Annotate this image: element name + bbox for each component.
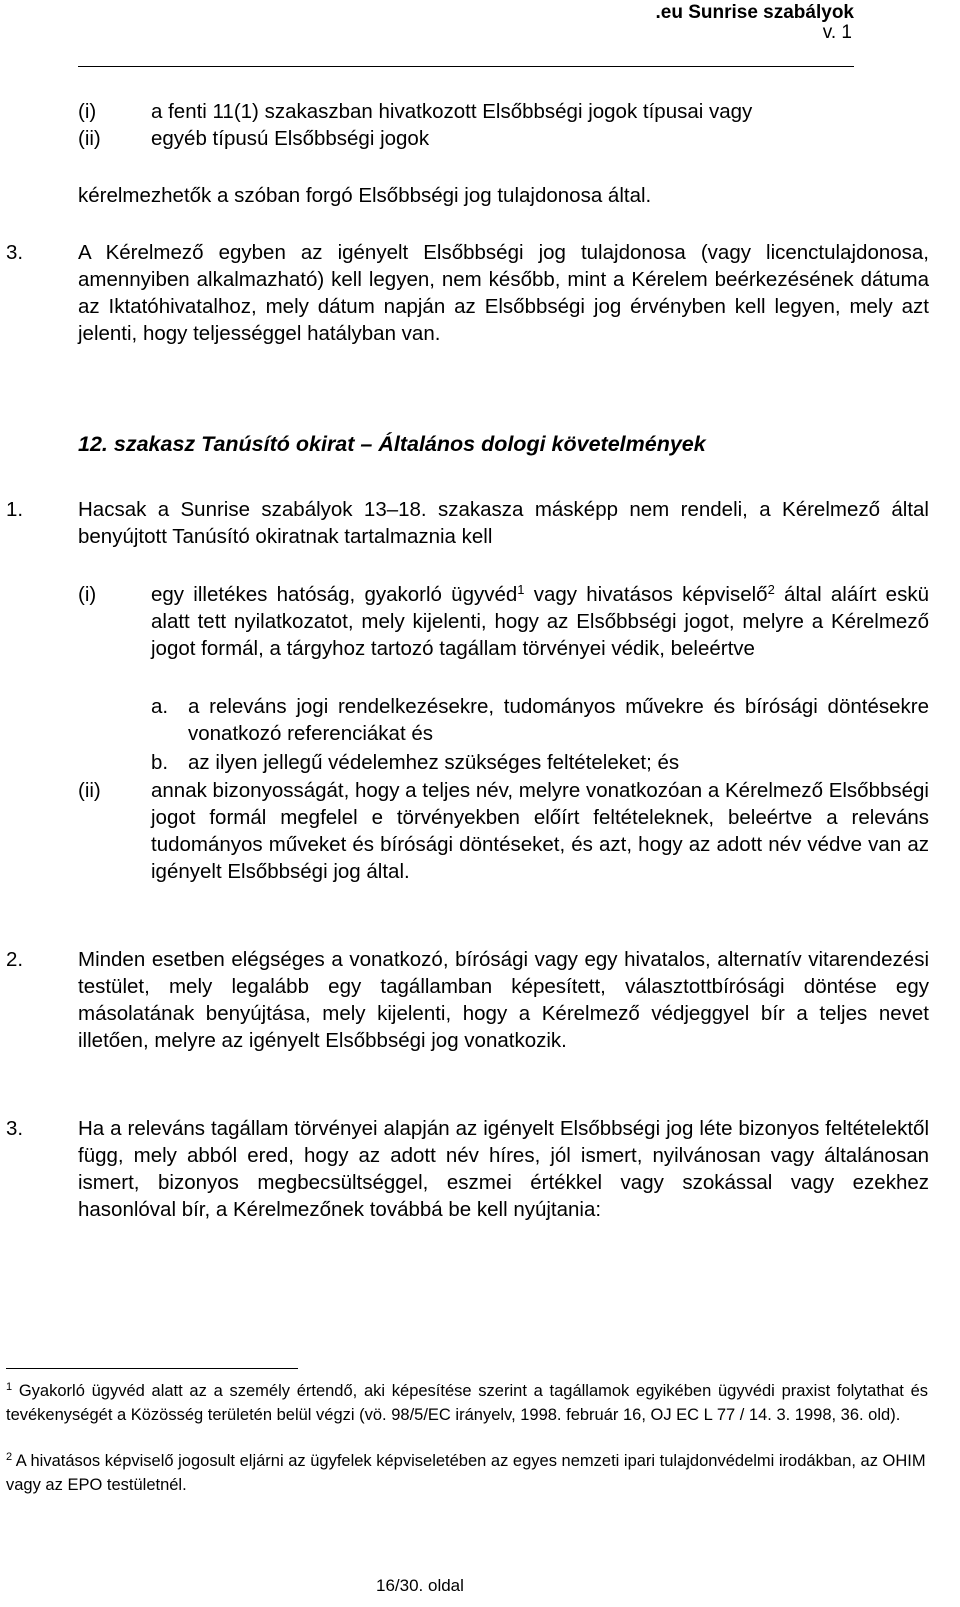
s3-number: 3. (6, 1117, 24, 1140)
s1-item-i-marker: (i) (78, 583, 97, 606)
section-heading: 12. szakasz Tanúsító okirat – Általános dologi követelmények (78, 432, 706, 456)
s1-sub-b-marker: b. (151, 751, 169, 774)
s1-number: 1. (6, 498, 24, 521)
footnote-1-text: Gyakorló ügyvéd alatt az a személy értendő, aki képesítése szerint a tagállamok egyikében ügyvédi praxist folytathat és tevékenységét a Közösség területén belül végzi (vö. 98/5/EC irányelv, 1998. február 16, OJ EC L 77 / 14. 3. 1998, 36. old). (6, 1382, 928, 1424)
footnote-2 (6, 1450, 928, 1497)
footnote-rule (6, 1368, 298, 1369)
top-closing-text: kérelmezhetők a szóban forgó Elsőbbségi jog tulajdonosa által. (78, 184, 652, 207)
footnote-2-text: A hivatásos képviselő jogosult eljárni az ügyfelek képviseletében az egyes nemzeti ipari tulajdonvédelmi irodákban, az OHIM vagy az EPO testületnél. (6, 1452, 926, 1494)
para3-text: A Kérelmező egyben az igényelt Elsőbbségi jog tulajdonosa (vagy licenctulajdonosa, amennyiben alkalmazható) kell legyen, nem később, mint a Kérelem beérkezésének dátuma az Iktatóhivatalhoz, mely dátum napján az Elsőbbségi jog érvényben kell legyen, mely azt jelenti, hogy teljességgel hatályban van. (78, 241, 929, 345)
header-rule (78, 66, 854, 67)
top-list-marker-i: (i) (78, 100, 97, 123)
footnote-1 (6, 1380, 928, 1427)
s1-item-i-text (151, 581, 929, 662)
s2-number: 2. (6, 948, 24, 971)
s1-item-i-part2: vagy hivatásos képviselő (524, 583, 768, 606)
s1-sub-b-text: az ilyen jellegű védelemhez szükséges feltételeket; és (188, 751, 680, 774)
para3-number: 3. (6, 241, 24, 264)
s1-item-i-part1: egy illetékes hatóság, gyakorló ügyvéd (151, 583, 518, 606)
page-number: 16/30. oldal (376, 1576, 464, 1595)
s1-sub-a-text: a releváns jogi rendelkezésekre, tudományos művekre és bírósági döntésekre vonatkozó referenciákat és (188, 695, 929, 745)
top-list-item-i: a fenti 11(1) szakaszban hivatkozott Elsőbbségi jogok típusai vagy (151, 100, 753, 123)
s1-sub-a-marker: a. (151, 695, 169, 718)
top-list-item-ii: egyéb típusú Elsőbbségi jogok (151, 127, 430, 150)
document-title: .eu Sunrise szabályok (655, 2, 854, 23)
top-list-marker-ii: (ii) (78, 127, 101, 150)
footnote-2-number: 2 (6, 1451, 13, 1463)
footnote-ref-1: 1 (517, 582, 525, 597)
s1-item-ii-text: annak bizonyosságát, hogy a teljes név, melyre vonatkozóan a Kérelmező Elsőbbségi jogot formál megfelel e törvényekben előírt feltételeknek, beleértve a releváns tudományos műveket és bírósági döntéseket, és azt, hogy az adott név védve van az igényelt Elsőbbségi jog által. (151, 779, 929, 883)
s3-text: Ha a releváns tagállam törvényei alapján az igényelt Elsőbbségi jog léte bizonyos feltételektől függ, mely abból ered, hogy az adott név híres, jól ismert, nyilvánosan vagy általánosan ismert, bizonyos megbecsültséggel, eszmei értékkel vagy szokással vagy ezekhez hasonlóval bír, a Kérelmezőnek továbbá be kell nyújtania: (78, 1117, 929, 1221)
version-label: v. 1 (822, 22, 852, 43)
s1-item-i-part3: által aláírt eskü alatt tett nyilatkozatot, mely kijelenti, hogy az Elsőbbségi jogot, melyre a Kérelmező jogot formál, a tárgyhoz tartozó tagállam törvényei védik, beleértve (151, 583, 929, 660)
footnote-1-number: 1 (6, 1381, 13, 1393)
s2-text: Minden esetben elégséges a vonatkozó, bírósági vagy egy hivatalos, alternatív vitarendezési testület, mely legalább egy tagállamban képesített, választottbírósági döntése egy másolatának benyújtása, mely kijelenti, hogy a Kérelmező védjeggyel bír a teljes nevet illetően, melyre az igényelt Elsőbbségi jog vonatkozik. (78, 948, 929, 1052)
footnote-ref-2: 2 (767, 582, 775, 597)
s1-item-ii-marker: (ii) (78, 779, 101, 802)
s1-intro: Hacsak a Sunrise szabályok 13–18. szakasza másképp nem rendeli, a Kérelmező által benyújtott Tanúsító okiratnak tartalmaznia kell (78, 498, 929, 548)
